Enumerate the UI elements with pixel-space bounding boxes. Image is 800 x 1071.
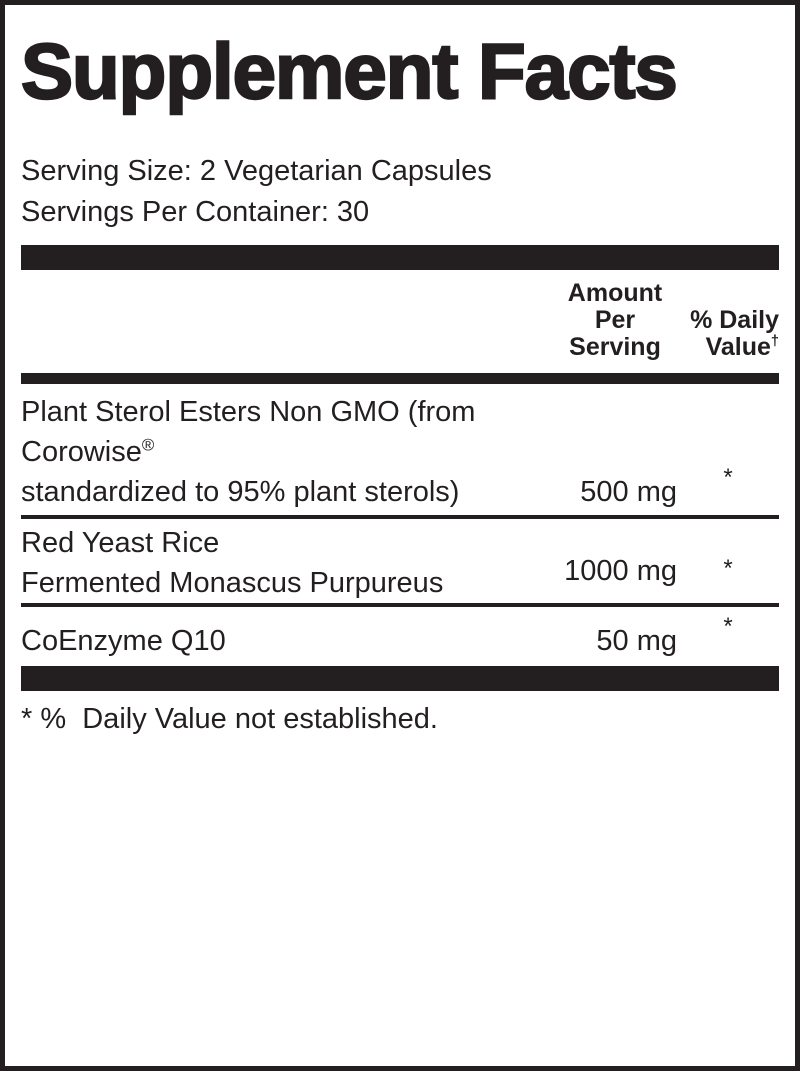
ingredient-name-line: standardized to 95% plant sterols) [21,476,460,508]
ingredient-name-line: CoEnzyme Q10 [21,625,226,657]
servings-per-container-text: Servings Per Container: 30 [21,196,370,228]
amount-header-line: Per [594,306,636,334]
amount-value: 500 mg [580,476,677,508]
serving-size-text: Serving Size: 2 Vegetarian Capsules [21,155,492,187]
ingredient-name-line [21,392,547,472]
registered-trademark-mark: ® [141,435,155,455]
daily-value-cell: * [723,613,733,640]
daily-value-header-word: Value [705,333,771,361]
ingredient-row-coenzyme-q10 [21,607,779,666]
separator-bar-bottom [21,666,779,691]
table-header-row [21,270,779,373]
serving-info [21,151,779,233]
separator-bar-header [21,373,779,384]
daily-value-cell: * [723,555,733,582]
ingredient-name [21,392,553,512]
amount-header-line: Amount [567,279,663,307]
ingredient-name-line: Fermented Monascus Purpureus [21,567,444,599]
amount-per-serving-header [553,280,677,361]
amount-header-line: Serving [569,333,661,361]
amount-value: 1000 mg [564,555,677,587]
daily-value-header-line: % Daily [690,306,779,334]
page-title: Supplement Facts [21,27,677,115]
ingredient-row-plant-sterol [21,384,779,515]
ingredient-row-red-yeast-rice [21,519,779,603]
ingredient-name-text: Plant Sterol Esters Non GMO (from Corowise [21,396,476,468]
daily-value-header [677,307,779,361]
footnote-text: * % Daily Value not established. [21,703,438,735]
amount-value: 50 mg [596,625,677,657]
daily-value-cell: * [723,464,733,491]
ingredient-name [21,523,553,603]
ingredient-name-line: Red Yeast Rice [21,527,220,559]
ingredient-name [21,621,553,661]
dagger-mark: † [770,333,779,350]
separator-bar-top [21,245,779,270]
daily-value-header-line [677,334,779,361]
